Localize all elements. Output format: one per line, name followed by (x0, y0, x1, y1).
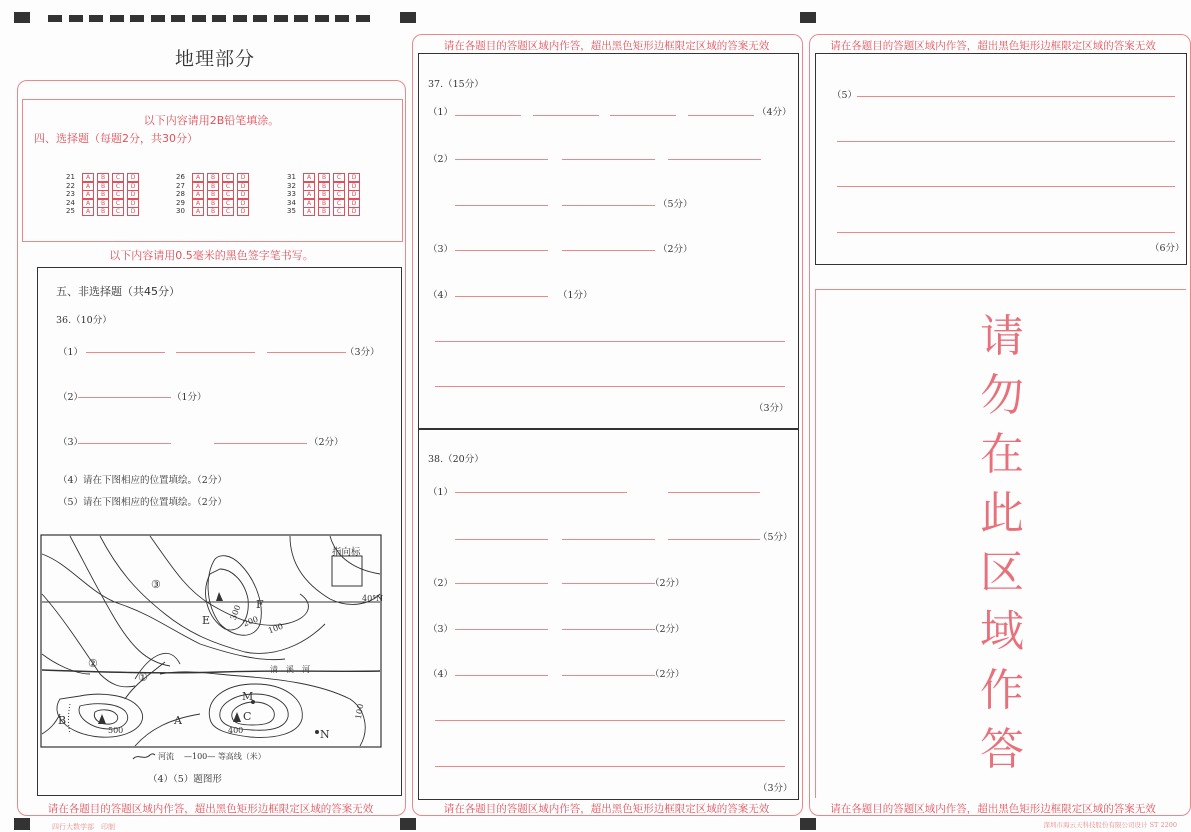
answer-line[interactable] (455, 159, 548, 160)
q36-p3-score: （2分） (309, 437, 344, 448)
q-right-p5-label: （5） (832, 90, 858, 101)
timing-mark (315, 15, 329, 22)
map-label-m: M (242, 690, 254, 703)
answer-line[interactable] (562, 629, 655, 630)
map-label-circle1: ① (138, 671, 148, 684)
mc-question-number: 28 (176, 190, 185, 198)
answer-line[interactable] (86, 352, 165, 353)
answer-line[interactable] (668, 492, 760, 493)
mc-option-bubble[interactable]: B (97, 190, 109, 199)
mc-option-bubble[interactable]: A (303, 173, 315, 182)
answer-line[interactable] (176, 352, 255, 353)
mc-question-number: 26 (176, 173, 185, 181)
mc-option-bubble[interactable]: A (192, 199, 204, 208)
nonmc-heading: 五、非选择题（共45分） (56, 285, 180, 298)
mc-question-row (287, 196, 363, 205)
answer-line[interactable] (562, 205, 655, 206)
mc-question-number: 33 (287, 190, 296, 198)
mc-option-bubble[interactable]: C (222, 199, 234, 208)
mc-option-bubble[interactable]: C (333, 173, 345, 182)
mc-option-bubble[interactable]: B (318, 207, 330, 216)
mc-option-bubble[interactable]: A (82, 190, 94, 199)
registration-mark (800, 818, 816, 830)
mc-question-row (287, 187, 363, 196)
mc-option-bubble[interactable]: C (333, 190, 345, 199)
mc-question-row (66, 196, 142, 205)
answer-line[interactable] (533, 115, 599, 116)
warning-text-middle-bottom: 请在各题目的答题区域内作答，超出黑色矩形边框限定区域的答案无效 (443, 803, 770, 815)
answer-line[interactable] (435, 386, 785, 387)
answer-line[interactable] (455, 115, 521, 116)
no-answer-char: 域 (980, 606, 1024, 657)
answer-line[interactable] (857, 96, 1175, 97)
map-label-f: F (256, 598, 264, 611)
registration-mark (400, 12, 416, 23)
q37-p3-label: （3） (428, 244, 454, 255)
mc-option-bubble[interactable]: A (192, 173, 204, 182)
answer-line[interactable] (435, 766, 785, 767)
mc-question-number: 21 (66, 173, 75, 181)
q36-p4: （4）请在下图相应的位置填绘。（2分） (58, 475, 227, 486)
answer-line[interactable] (562, 159, 655, 160)
mc-question-number: 30 (176, 207, 185, 215)
map-label-a: A (174, 714, 182, 727)
mc-option-bubble[interactable]: C (222, 207, 234, 216)
timing-mark (192, 15, 206, 22)
mc-option-bubble[interactable]: A (192, 190, 204, 199)
mc-option-bubble[interactable]: A (303, 199, 315, 208)
map-label-c: C (243, 710, 252, 723)
mc-question-number: 35 (287, 207, 296, 215)
peak-icon (216, 592, 223, 601)
mc-question-number: 24 (66, 198, 75, 207)
mc-question-row (287, 179, 363, 188)
mc-instruction: 以下内容请用2B铅笔填涂。 (143, 114, 280, 127)
mc-column (66, 170, 142, 213)
mc-option-bubble[interactable]: D (348, 173, 360, 182)
mc-question-row (66, 204, 142, 213)
mc-option-bubble[interactable]: C (333, 182, 345, 191)
q36-p2-score: （1分） (172, 392, 207, 403)
contour-line (160, 672, 365, 746)
map-label-circle2: ② (88, 657, 98, 670)
mc-question-row (176, 204, 252, 213)
mc-option-bubble[interactable]: B (318, 199, 330, 208)
pen-instruction: 以下内容请用0.5毫米的黑色签字笔书写。 (109, 249, 314, 262)
timing-mark (89, 15, 103, 22)
timing-mark (130, 15, 144, 22)
peak-icon (233, 712, 241, 722)
mc-option-bubble[interactable]: B (207, 190, 219, 199)
answer-line[interactable] (562, 250, 655, 251)
mc-option-bubble[interactable]: B (207, 182, 219, 191)
q37-p1-label: （1） (428, 107, 454, 118)
q38-box (418, 428, 799, 800)
q37-p4-label: （4） (428, 290, 454, 301)
warning-text-right-bottom: 请在各题目的答题区域内作答，超出黑色矩形边框限定区域的答案无效 (830, 803, 1156, 815)
peak-icon (98, 714, 106, 724)
q37-p4-score: （1分） (558, 290, 593, 301)
mc-question-row (176, 196, 252, 205)
answer-line[interactable] (562, 539, 655, 540)
q-right-box (815, 53, 1187, 265)
mc-column (287, 170, 363, 213)
timing-mark (335, 15, 349, 22)
q38-p4-label: （4） (428, 669, 454, 680)
q37-title: 37.（15分） (428, 79, 484, 90)
mc-question-row (287, 170, 363, 179)
mc-option-bubble[interactable]: B (318, 182, 330, 191)
q38-p3-label: （3） (428, 624, 454, 635)
mc-option-bubble[interactable]: C (112, 190, 124, 199)
q37-p2-score: （5分） (658, 199, 693, 210)
mc-question-number: 23 (66, 190, 75, 198)
mc-question-row (287, 204, 363, 213)
mc-option-bubble[interactable]: D (348, 190, 360, 199)
latitude-label: 40°N (362, 594, 384, 603)
contour-label-400: 400 (228, 726, 244, 735)
warning-text-right-top: 请在各题目的答题区域内作答，超出黑色矩形边框限定区域的答案无效 (830, 40, 1156, 52)
answer-line[interactable] (455, 583, 548, 584)
q37-end-score: （3分） (754, 403, 789, 414)
registration-mark (14, 12, 30, 23)
mc-option-bubble[interactable]: B (97, 207, 109, 216)
map-label-n: N (320, 728, 330, 741)
mc-column (176, 170, 252, 213)
mc-option-bubble[interactable]: D (237, 199, 249, 208)
q38-p4-score: （2分） (650, 669, 685, 680)
mc-question-number: 31 (287, 173, 296, 181)
no-answer-char: 作 (980, 665, 1024, 716)
q-right-score: （6分） (1150, 243, 1185, 254)
mc-option-bubble[interactable]: B (318, 190, 330, 199)
mc-option-bubble[interactable]: C (112, 199, 124, 208)
mc-option-bubble[interactable]: C (222, 190, 234, 199)
contour-label-500: 500 (108, 726, 124, 735)
river-line (42, 670, 380, 673)
mc-question-row (66, 179, 142, 188)
mc-option-bubble[interactable]: D (127, 207, 139, 216)
q38-p2-label: （2） (428, 578, 454, 589)
answer-line[interactable] (562, 583, 655, 584)
mc-option-bubble[interactable]: D (237, 173, 249, 182)
timing-mark (356, 15, 370, 22)
q36-p2-label: （2） (58, 392, 84, 403)
mc-option-bubble[interactable]: D (127, 173, 139, 182)
registration-mark (800, 12, 816, 23)
answer-line[interactable] (214, 443, 307, 444)
q36-p1-label: （1） (58, 347, 84, 358)
mc-option-bubble[interactable]: B (318, 173, 330, 182)
q38-p3-score: （2分） (650, 624, 685, 635)
q36-title: 36.（10分） (56, 315, 112, 326)
contour-line (57, 694, 143, 737)
timing-mark (48, 15, 62, 22)
contour-line (209, 684, 302, 737)
mc-question-row (66, 170, 142, 179)
q38-end-score: （3分） (758, 783, 793, 794)
mc-option-bubble[interactable]: D (127, 199, 139, 208)
mc-option-bubble[interactable]: D (348, 182, 360, 191)
mc-option-bubble[interactable]: A (82, 199, 94, 208)
answer-line[interactable] (455, 675, 548, 676)
answer-line[interactable] (668, 539, 760, 540)
mc-question-number: 27 (176, 181, 185, 190)
mc-option-bubble[interactable]: A (303, 190, 315, 199)
answer-line[interactable] (837, 232, 1175, 233)
no-answer-char: 此 (980, 488, 1024, 539)
contour-label-200: 200 (241, 614, 260, 629)
answer-line[interactable] (455, 250, 548, 251)
mc-option-bubble[interactable]: D (348, 199, 360, 208)
contour-label-100b: 100 (353, 703, 366, 720)
timing-mark (171, 15, 185, 22)
no-answer-char: 请 (980, 311, 1024, 362)
q38-p2-score: （2分） (650, 578, 685, 589)
river-label: 清 溪 河 (270, 665, 310, 674)
q36-p3-label: （3） (58, 437, 84, 448)
mc-option-bubble[interactable]: D (237, 207, 249, 216)
contour-label-100: 100 (266, 621, 285, 636)
answer-line[interactable] (455, 296, 548, 297)
timing-mark (212, 15, 226, 22)
mc-question-number: 29 (176, 198, 185, 207)
answer-line[interactable] (435, 720, 785, 721)
answer-line[interactable] (610, 115, 676, 116)
cliff-symbol (69, 704, 71, 734)
mc-question-row (66, 187, 142, 196)
q37-p2-label: （2） (428, 154, 454, 165)
timing-mark (110, 15, 124, 22)
answer-line[interactable] (562, 675, 655, 676)
contour-map[interactable] (40, 534, 382, 748)
mc-question-number: 25 (66, 207, 75, 215)
q37-box (418, 53, 799, 430)
answer-line[interactable] (78, 443, 171, 444)
mc-option-bubble[interactable]: A (82, 182, 94, 191)
mc-option-bubble[interactable]: C (112, 173, 124, 182)
compass-label: 指向标 (332, 547, 361, 558)
contour-line (150, 536, 308, 625)
mc-option-bubble[interactable]: A (82, 173, 94, 182)
answer-line[interactable] (455, 205, 548, 206)
mc-option-bubble[interactable]: D (127, 182, 139, 191)
mc-option-bubble[interactable]: C (333, 199, 345, 208)
timing-mark (274, 15, 288, 22)
q37-p1-score: （4分） (757, 107, 792, 118)
mc-option-bubble[interactable]: A (192, 207, 204, 216)
mc-question-number: 32 (287, 181, 296, 190)
mc-option-bubble[interactable]: B (97, 182, 109, 191)
answer-line[interactable] (267, 352, 346, 353)
mc-option-bubble[interactable]: C (112, 207, 124, 216)
contour-line (70, 536, 170, 666)
mc-option-bubble[interactable]: C (222, 182, 234, 191)
answer-line[interactable] (435, 341, 785, 342)
answer-line[interactable] (688, 115, 754, 116)
warning-text-left-bottom: 请在各题目的答题区域内作答，超出黑色矩形边框限定区域的答案无效 (47, 803, 374, 815)
map-label-circle3: ③ (151, 578, 161, 591)
no-answer-char: 在 (980, 429, 1024, 480)
map-label-e: E (202, 614, 211, 627)
answer-line[interactable] (78, 397, 171, 398)
timing-mark (69, 15, 83, 22)
map-label-b: B (58, 714, 67, 727)
answer-line[interactable] (455, 492, 627, 493)
mc-option-bubble[interactable]: A (303, 207, 315, 216)
mc-option-bubble[interactable]: B (97, 199, 109, 208)
mc-question-row (176, 170, 252, 179)
map-caption: （4）（5）题图形 (148, 774, 222, 785)
mc-option-bubble[interactable]: C (222, 173, 234, 182)
mc-option-bubble[interactable]: B (207, 207, 219, 216)
q36-p1-score: （3分） (345, 347, 380, 358)
mc-option-bubble[interactable]: B (207, 173, 219, 182)
contour-line (100, 536, 325, 653)
mc-option-bubble[interactable]: C (333, 207, 345, 216)
mc-question-row (176, 179, 252, 188)
answer-line[interactable] (837, 141, 1175, 142)
q38-p1-label: （1） (428, 487, 454, 498)
mc-question-number: 22 (66, 181, 75, 190)
footer-right: 深圳市海云天科技股份有限公司设计 ST 2200 (1043, 821, 1177, 829)
legend-river: 河流 (158, 752, 174, 761)
no-answer-char: 答 (980, 724, 1024, 775)
mc-option-bubble[interactable]: B (97, 173, 109, 182)
contour-line (135, 714, 200, 746)
answer-line[interactable] (455, 629, 548, 630)
q38-p1-score: （5分） (758, 532, 793, 543)
warning-text-middle-top: 请在各题目的答题区域内作答，超出黑色矩形边框限定区域的答案无效 (443, 40, 770, 52)
answer-line[interactable] (837, 186, 1175, 187)
point-n-icon (315, 730, 319, 734)
contour-label-300: 300 (228, 603, 243, 622)
contour-line (94, 710, 117, 724)
timing-mark (151, 15, 165, 22)
legend-river-icon (132, 752, 156, 762)
mc-question-row (176, 187, 252, 196)
mc-option-bubble[interactable]: C (112, 182, 124, 191)
answer-line[interactable] (668, 159, 761, 160)
registration-mark (400, 818, 416, 830)
mc-option-bubble[interactable]: A (303, 182, 315, 191)
timing-mark (233, 15, 247, 22)
mc-question-number: 34 (287, 198, 296, 207)
contour-line (42, 594, 135, 687)
mc-option-bubble[interactable]: D (348, 207, 360, 216)
q37-p3-score: （2分） (658, 244, 693, 255)
compass-box (332, 556, 362, 586)
mc-option-bubble[interactable]: A (82, 207, 94, 216)
mc-option-bubble[interactable]: D (127, 190, 139, 199)
mc-heading: 四、选择题（每题2分，共30分） (34, 132, 198, 145)
q36-p5: （5）请在下图相应的位置填绘。（2分） (58, 497, 227, 508)
answer-line[interactable] (455, 539, 548, 540)
timing-mark (294, 15, 308, 22)
mc-option-bubble[interactable]: A (192, 182, 204, 191)
legend-contour: —100— 等高线（米） (184, 752, 266, 761)
mc-option-bubble[interactable]: D (237, 182, 249, 191)
q38-title: 38.（20分） (428, 454, 484, 465)
mc-option-bubble[interactable]: B (207, 199, 219, 208)
timing-mark (253, 15, 267, 22)
mc-option-bubble[interactable]: D (237, 190, 249, 199)
no-answer-char: 勿 (980, 370, 1024, 421)
no-answer-char: 区 (980, 547, 1024, 598)
registration-mark (14, 818, 30, 830)
section-title: 地理部分 (174, 48, 255, 70)
footer-left: 四行大数学部 印制 (52, 823, 115, 831)
